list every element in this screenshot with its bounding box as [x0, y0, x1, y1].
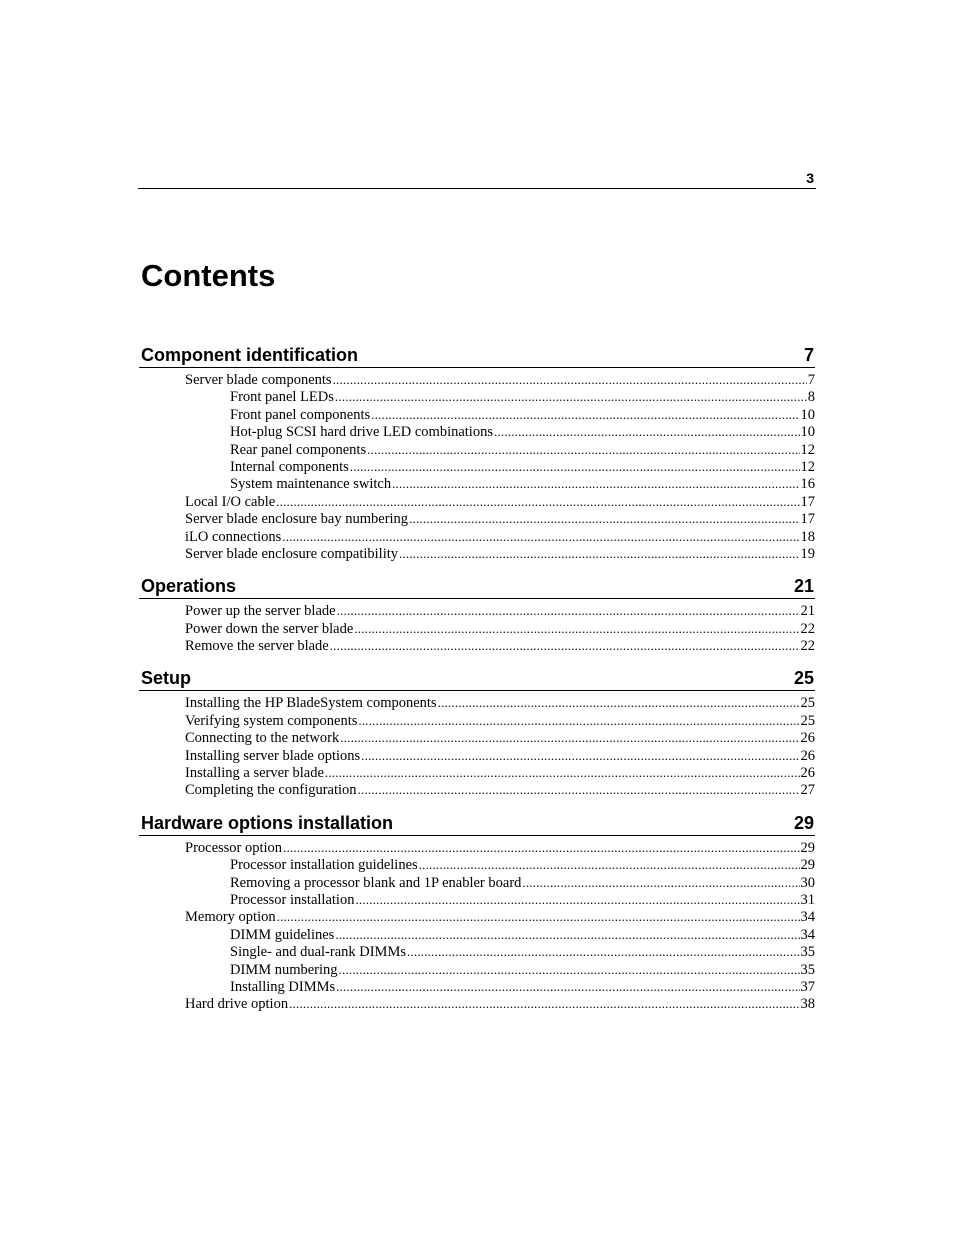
dot-leader	[367, 441, 799, 458]
toc-entry[interactable]	[139, 694, 815, 711]
dot-leader	[335, 926, 799, 943]
toc-chapter	[139, 810, 815, 1013]
chapter-heading[interactable]	[139, 665, 815, 691]
toc-entry-page: 17	[800, 511, 815, 528]
toc-entry[interactable]	[139, 475, 815, 492]
toc-entry-page: 29	[800, 857, 815, 874]
toc-entry[interactable]	[139, 545, 815, 562]
toc-entry-page: 8	[807, 389, 815, 406]
toc-entry-title: Completing the configuration	[185, 782, 357, 799]
toc-entry[interactable]	[139, 712, 815, 729]
toc-chapter	[139, 342, 815, 562]
toc-entry-title: Front panel components	[230, 406, 371, 423]
toc-entry-page: 21	[800, 603, 815, 620]
toc-entry-title: Hot-plug SCSI hard drive LED combinations	[230, 424, 493, 441]
toc-entry-page: 25	[800, 712, 815, 729]
toc-entry-title: Processor installation guidelines	[230, 857, 418, 874]
dot-leader	[494, 423, 800, 440]
dot-leader	[522, 874, 799, 891]
toc-entry-page: 18	[800, 528, 815, 545]
toc-entry-page: 30	[800, 874, 815, 891]
toc-entry-page: 10	[800, 424, 815, 441]
chapter-heading[interactable]	[139, 342, 815, 368]
toc-entry-title: Hard drive option	[185, 996, 289, 1013]
toc-entry-page: 22	[800, 638, 815, 655]
dot-leader	[392, 475, 799, 492]
toc-entry-page: 12	[800, 458, 815, 475]
toc-entry-title: Internal components	[230, 458, 349, 475]
toc-entry-page: 17	[800, 493, 815, 510]
chapter-title: Component identification	[141, 345, 358, 365]
dot-leader	[276, 493, 799, 510]
toc-entry-page: 35	[800, 944, 815, 961]
toc-entry[interactable]	[139, 406, 815, 423]
dot-leader	[438, 694, 800, 711]
toc-entry-title: Processor installation	[230, 891, 355, 908]
dot-leader	[350, 458, 800, 475]
chapter-page-number: 29	[793, 812, 814, 833]
dot-leader	[277, 908, 800, 925]
chapter-page-number: 25	[793, 668, 814, 689]
toc-entry-title: Server blade enclosure bay numbering	[185, 511, 409, 528]
toc-entry-title: Removing a processor blank and 1P enabler board	[230, 874, 522, 891]
chapter-title: Setup	[141, 668, 192, 689]
toc-entry[interactable]	[139, 874, 815, 891]
toc-entry[interactable]	[139, 510, 815, 527]
toc-entry[interactable]	[139, 747, 815, 764]
chapter-page-number: 21	[793, 576, 814, 597]
dot-leader	[340, 729, 799, 746]
toc-entry[interactable]	[139, 458, 815, 475]
toc-entry-page: 19	[800, 545, 815, 562]
toc-entry-title: Single- and dual-rank DIMMs	[230, 944, 406, 961]
header-rule	[138, 188, 816, 189]
toc-entry-page: 26	[800, 730, 815, 747]
toc-entry[interactable]	[139, 926, 815, 943]
toc-entry[interactable]	[139, 493, 815, 510]
dot-leader	[339, 961, 800, 978]
page-number: 3	[806, 170, 814, 186]
toc-entry-title: Remove the server blade	[185, 638, 329, 655]
chapter-title: Hardware options installation	[141, 812, 394, 833]
toc-entry-title: Power down the server blade	[185, 620, 354, 637]
dot-leader	[333, 371, 807, 388]
toc-entry[interactable]	[139, 528, 815, 545]
toc-entry-title: System maintenance switch	[230, 476, 392, 493]
toc-entry-page: 29	[800, 839, 815, 856]
toc-entry[interactable]	[139, 764, 815, 781]
toc-entry[interactable]	[139, 602, 815, 619]
toc-entry-title: Rear panel components	[230, 441, 367, 458]
toc-entry-page: 16	[800, 476, 815, 493]
dot-leader	[409, 510, 799, 527]
toc-entry-title: Server blade components	[185, 372, 332, 388]
toc-entry-page: 10	[800, 406, 815, 423]
chapter-title: Operations	[141, 576, 237, 597]
dot-leader	[337, 602, 800, 619]
toc-entry-title: Installing the HP BladeSystem components	[185, 695, 437, 712]
toc-entry-title: Power up the server blade	[185, 603, 336, 620]
toc-entry-page: 31	[800, 891, 815, 908]
toc-entry-title: DIMM numbering	[230, 961, 338, 978]
toc-chapter	[139, 573, 815, 654]
toc-entry[interactable]	[139, 371, 815, 388]
toc-entry[interactable]	[139, 856, 815, 873]
toc-entry-page: 22	[800, 620, 815, 637]
toc-entry[interactable]	[139, 908, 815, 925]
toc-entry[interactable]	[139, 943, 815, 960]
dot-leader	[336, 978, 799, 995]
toc-entry-title: Local I/O cable	[185, 493, 276, 510]
toc-entry-page: 38	[800, 996, 815, 1013]
toc-entry[interactable]	[139, 620, 815, 637]
dot-leader	[354, 620, 799, 637]
dot-leader	[361, 747, 799, 764]
toc-entry-title: Memory option	[185, 909, 276, 926]
dot-leader	[283, 839, 799, 856]
toc-entry-page: 26	[800, 747, 815, 764]
toc-entry-page: 26	[800, 765, 815, 782]
toc-entry[interactable]	[139, 839, 815, 856]
toc-entry[interactable]	[139, 441, 815, 458]
dot-leader	[371, 406, 799, 423]
toc-entry[interactable]	[139, 961, 815, 978]
toc-entry[interactable]	[139, 978, 815, 995]
toc-entry-title: Front panel LEDs	[230, 389, 334, 406]
toc-entry-title: DIMM guidelines	[230, 926, 335, 943]
toc-entry[interactable]	[139, 781, 815, 798]
dot-leader	[289, 995, 799, 1012]
toc-entry-page: 27	[800, 782, 815, 799]
toc-entry-title: Installing server blade options	[185, 747, 361, 764]
dot-leader	[419, 856, 800, 873]
dot-leader	[282, 528, 799, 545]
dot-leader	[399, 545, 800, 562]
dot-leader	[325, 764, 800, 781]
toc-entry-title: Verifying system components	[185, 712, 358, 729]
toc-chapter	[139, 665, 815, 798]
chapter-heading[interactable]	[139, 810, 815, 836]
toc-entry-page: 34	[800, 909, 815, 926]
toc-entry-page: 35	[800, 961, 815, 978]
toc-entry[interactable]	[139, 637, 815, 654]
toc-entry[interactable]	[139, 388, 815, 405]
toc-entry-title: Installing a server blade	[185, 765, 324, 782]
dot-leader	[355, 891, 799, 908]
toc-entry-title: Processor option	[185, 839, 283, 856]
chapter-heading[interactable]	[139, 573, 815, 599]
dot-leader	[330, 637, 800, 654]
toc-entry-page: 34	[800, 926, 815, 943]
toc-entry-title: Installing DIMMs	[230, 978, 336, 995]
dot-leader	[358, 781, 800, 798]
toc-entry-title: Connecting to the network	[185, 730, 340, 747]
dot-leader	[407, 943, 800, 960]
toc-entry-page: 25	[800, 695, 815, 712]
table-of-contents	[139, 342, 815, 1024]
toc-entry-page: 7	[807, 372, 815, 388]
toc-entry[interactable]	[139, 891, 815, 908]
toc-entry-title: Server blade enclosure compatibility	[185, 545, 398, 562]
toc-entry-page: 37	[800, 978, 815, 995]
toc-entry-page: 12	[800, 441, 815, 458]
page-title: Contents	[141, 258, 276, 293]
toc-entry[interactable]	[139, 423, 815, 440]
dot-leader	[358, 712, 799, 729]
toc-entry-title: iLO connections	[185, 528, 282, 545]
dot-leader	[335, 388, 807, 405]
chapter-page-number: 7	[803, 345, 814, 365]
toc-entry[interactable]	[139, 995, 815, 1012]
toc-entry[interactable]	[139, 729, 815, 746]
